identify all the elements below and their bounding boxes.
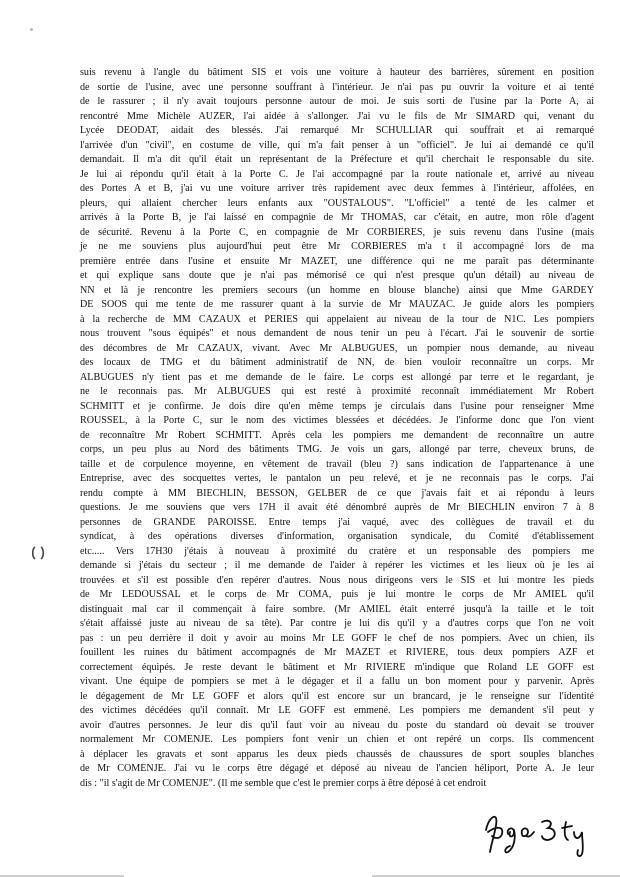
text-line: NN et là je rencontre les premiers secours (un homme en blouse blanche) ainsi que Mme GARDEY	[80, 284, 594, 296]
text-line: suis revenu à l'angle du bâtiment SIS et vois une voiture à hauteur des barrières, sûrement en position	[80, 67, 594, 78]
punch-hole-mark	[31, 545, 45, 561]
text-line: normalement Mr COMENJE. Les pompiers font venir un chien et ont repéré un corps. Ils commencent	[80, 734, 594, 745]
text-line: rendu compte à MM BIECHLIN, BESSON, GELBER de ce que j'avais fait et ai répondu à leurs	[80, 487, 594, 499]
text-line: des locaux de TMG et du bâtiment administratif de NN, de bien vouloir reconnaître un corps. Mr	[80, 357, 594, 368]
text-line: je ne me souviens plus aujourd'hui peut être Mr CORBIERES m'a t il accompagné lors de ma	[80, 241, 594, 252]
text-line: DE SOOS qui me tente de me rassurer quant à la survie de Mr MAUZAC. Je guide alors les pompiers	[80, 299, 594, 310]
text-line: de le rassurer ; il n'y avait toujours personne autour de moi. Je suis sorti de l'usine par la Porte A, ai	[80, 96, 594, 107]
text-line: SCHMITT et je confirme. Je dois dire qu'en même temps je circulais dans l'usine pour renseigner Mme	[80, 400, 594, 412]
text-line: demandait. Il m'a dit qu'il était un représentant de la Préfecture et qu'il cherchait le responsable du site.	[80, 154, 594, 165]
text-line: vivant. Une équipe de pompiers se met à le dégager et il a fallu un bon moment pour y parvenir. Après	[80, 676, 594, 687]
text-line: l'arrivée d'un "civil", en costume de ville, qui m'a fait penser à un "officiel". Je lui ai demandé ce qu'il	[80, 139, 594, 151]
text-line: des Portes A et B, j'ai vu une voiture arriver très rapidement avec deux femmes à l'intérieur, affolées, en	[80, 183, 594, 194]
body-text	[80, 66, 594, 791]
text-line: Lycée DEODAT, aidait des blessés. J'ai remarqué Mr SCHULLIAR qui souffrait et ai remarqué	[80, 125, 594, 136]
text-line: pas : un peu derrière il doit y avoir au moins Mr LE GOFF le chef de nos pompiers. Avec un chien, ils	[80, 632, 594, 644]
text-line: de sécurité. Revenu à la Porte C, en compagnie de Mr CORBIERES, je suis revenu dans l'usine (mais	[80, 226, 594, 238]
text-line: fouillent les ruines du bâtiment accompagnés de Mr MAZET et RIVIERE, tous deux pompiers AZF et	[80, 647, 594, 658]
text-line: distinguait mal car il commençait à faire sombre. (Mr AMIEL était enterré jusqu'à la taille et le toit	[80, 603, 594, 615]
text-line: à déplacer les gravats et sont apparus les deux pieds chaussés de chaussures de sport souples blanches	[80, 748, 594, 760]
text-line: des décombres de Mr CAZAUX, vivant. Avec Mr ALBUGUES, un pompier nous demande, au niveau	[80, 342, 594, 354]
text-line: à la recherche de MM CAZAUX et PERIES qui appelaient au niveau de la tour de N1C. Les pompiers	[80, 313, 594, 325]
text-line: ne le reconnais pas. Mr ALBUGUES qui est resté à proximité reconnaît immédiatement Mr Robert	[80, 386, 594, 397]
text-line: taille et de corpulence moyenne, en vêtement de travail (bleu ?) sans indication de l'appartenance à une	[80, 458, 594, 470]
text-line: première entrée dans l'usine et ensuite Mr MAZET, une différence qui ne me paraît pas déterminante	[80, 255, 594, 267]
text-line: demande si j'étais du secteur ; il me demande de l'aider à repérer les victimes et les lieux où je les ai	[80, 560, 594, 571]
text-line: et qui explique sans doute que je n'ai pas mémorisé ce qui n'est presque qu'un détail) au niveau de	[80, 270, 594, 281]
text-line: ROUSSEL, à la Porte C, sur le nom des victimes blessées et décédées. Je l'informe donc que l'on vient	[80, 415, 594, 426]
text-line: s'était affaissé juste au niveau de sa tête). Par contre je lui dis qu'il y a d'autres corps que l'on ne voit	[80, 618, 594, 629]
text-line: de Mr COMENJE. J'ai vu le corps être dégagé et déposé au niveau de l'ancien héliport, Porte A. Je leur	[80, 763, 594, 774]
text-line: etc..... Vers 17H30 j'étais à nouveau à proximité du cratère et un responsable des pompiers me	[80, 545, 594, 557]
text-line: corps, un peu plus au Nord des bâtiments TMG. Je vois un gars, allongé par terre, cheveux bruns, de	[80, 444, 594, 455]
text-line: Je lui ai répondu qu'il était à la Porte C. Je l'ai accompagné par la route nationale et, arrivé au niveau	[80, 168, 594, 180]
text-line: trouvées et s'il est possible d'en repérer d'autres. Nous nous dirigeons vers le SIS et lui montre les pieds	[80, 574, 594, 586]
text-line: des victimes décédées qu'il connaît. Mr LE GOFF est emmené. Les pompiers me demandent s'il peut y	[80, 705, 594, 716]
text-line: nous trouvent "sous équipés" et nous demandent de nous tenir un peu à l'écart. J'ai le souvenir de sortie	[80, 328, 594, 339]
text-line: pleurs, qui allaient chercher leurs enfants aux "OUSTALOUS". "L'officiel" a tenté de les calmer et	[80, 197, 594, 209]
text-line: avoir d'autres personnes. Je leur dis qu'il faut voir au niveau du poste du standard où devait se trouver	[80, 719, 594, 731]
text-line: syndicat, à des opérations diverses d'information, organisation syndicale, du Comité d'établissement	[80, 531, 594, 542]
handwritten-signature	[478, 808, 608, 858]
text-line: le dégagement de Mr LE GOFF et alors qu'il est encore sur un brancard, je le renseigne sur l'identité	[80, 690, 594, 702]
text-line: dis : "il s'agit de Mr COMENJE". (Il me semble que c'est le premier corps à être déposé à cet endroit	[80, 777, 487, 789]
text-line: Entreprise, avec des socquettes vertes, le pantalon un peu relevé, et je ne reconnais pas le corps. J'ai	[80, 473, 594, 484]
text-line: de Mr LEDOUSSAL et le corps de Mr COMA, puis je lui montre le corps de Mr AMIEL qu'il	[80, 589, 594, 600]
text-line: arrivés à la Porte B, je l'ai laissé en compagnie de Mr THOMAS, car c'était, en autre, mon rôle d'agent	[80, 212, 594, 223]
text-line: rencontré Mme Michèle AUZER, l'ai aidée à s'allonger. J'ai vu le fils de Mr SIMARD qui, venant du	[80, 110, 594, 122]
text-line: de sortie de l'usine, avec une personne souffrant à l'intérieur. Je n'ai pas pu ouvrir la voiture et ai tenté	[80, 81, 594, 93]
text-line: de reconnaître Mr Robert SCHMITT. Après cela les pompiers me demandent de reconnaître un autre	[80, 429, 594, 441]
text-line: correctement équipés. Je reste devant le bâtiment et Mr RIVIERE m'indique que Roland LE GOFF est	[80, 661, 594, 673]
text-line: personnes de GRANDE PAROISSE. Entre temps j'ai vaqué, avec des collègues de travail et du	[80, 516, 594, 528]
scan-speck	[30, 28, 33, 31]
text-line: questions. Je me souviens que vers 17H il avait été dénombré auprès de Mr BIECHLIN environ 7 à 8	[80, 502, 594, 513]
text-line: ALBUGUES n'y tient pas et me demande de le faire. Le corps est allongé par terre et le regardant, je	[80, 371, 594, 383]
